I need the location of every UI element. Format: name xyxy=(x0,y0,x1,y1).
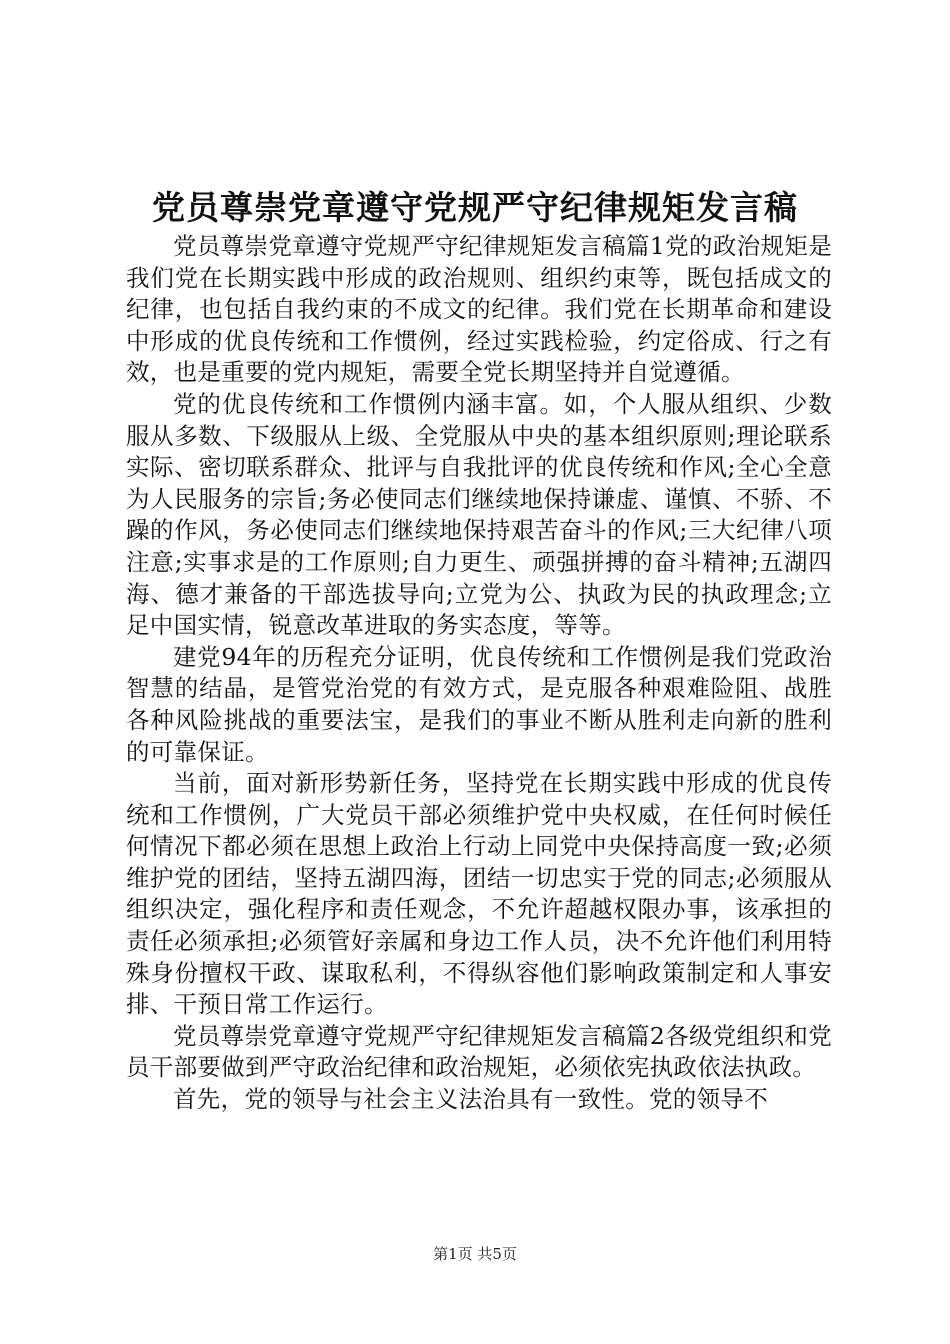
document-body xyxy=(126,231,832,1116)
document-title: 党员尊崇党章遵守党规严守纪律规矩发言稿 xyxy=(152,188,798,227)
paragraph-6: 首先，党的领导与社会主义法治具有一致性。党的领导不 xyxy=(173,1085,768,1114)
paragraph-4: 当前，面对新形势新任务，坚持党在长期实践中形成的优良传统和工作惯例，广大党员干部必须维护党中央权威，在任何时候任何情况下都必须在思想上政治上行动上同党中央保持高度一致;必须维护党的团结，坚持五湖四海，团结一切忠实于党的同志;必须服从组织决定，强化程序和责任观念，不允许超越权限办事，该承担的责任必须承担;必须管好亲属和身边工作人员，决不允许他们利用特殊身份擅权干政、谋取私利，不得纵容他们影响政策制定和人事安排、干预日常工作运行。 xyxy=(126,769,832,1019)
paragraph-2: 党的优良传统和工作惯例内涵丰富。如，个人服从组织、少数服从多数、下级服从上级、全党服从中央的基本组织原则;理论联系实际、密切联系群众、批评与自我批评的优良传统和作风;全心全意为人民服务的宗旨;务必使同志们继续地保持谦虚、谨慎、不骄、不躁的作风，务必使同志们继续地保持艰苦奋斗的作风;三大纪律八项注意;实事求是的工作原则;自力更生、顽强拼搏的奋斗精神;五湖四海、德才兼备的干部选拔导向;立党为公、执政为民的执政理念;立足中国实情，锐意改革进取的务实态度，等等。 xyxy=(126,389,832,640)
paragraph-3: 建党94年的历程充分证明，优良传统和工作惯例是我们党政治智慧的结晶，是管党治党的有效方式，是克服各种艰难险阻、战胜各种风险挑战的重要法宝，是我们的事业不断从胜利走向新的胜利的可靠保证。 xyxy=(126,642,832,766)
paragraph-1: 党员尊崇党章遵守党规严守纪律规矩发言稿篇1党的政治规矩是我们党在长期实践中形成的政治规则、组织约束等，既包括成文的纪律，也包括自我约束的不成文的纪律。我们党在长期革命和建设中形成的优良传统和工作惯例，经过实践检验，约定俗成、行之有效，也是重要的党内规矩，需要全党长期坚持并自觉遵循。 xyxy=(126,232,832,387)
paragraph-5: 党员尊崇党章遵守党规严守纪律规矩发言稿篇2各级党组织和党员干部要做到严守政治纪律和政治规矩，必须依宪执政依法执政。 xyxy=(126,1021,832,1082)
page-footer: 第1页 共5页 xyxy=(433,1245,517,1263)
